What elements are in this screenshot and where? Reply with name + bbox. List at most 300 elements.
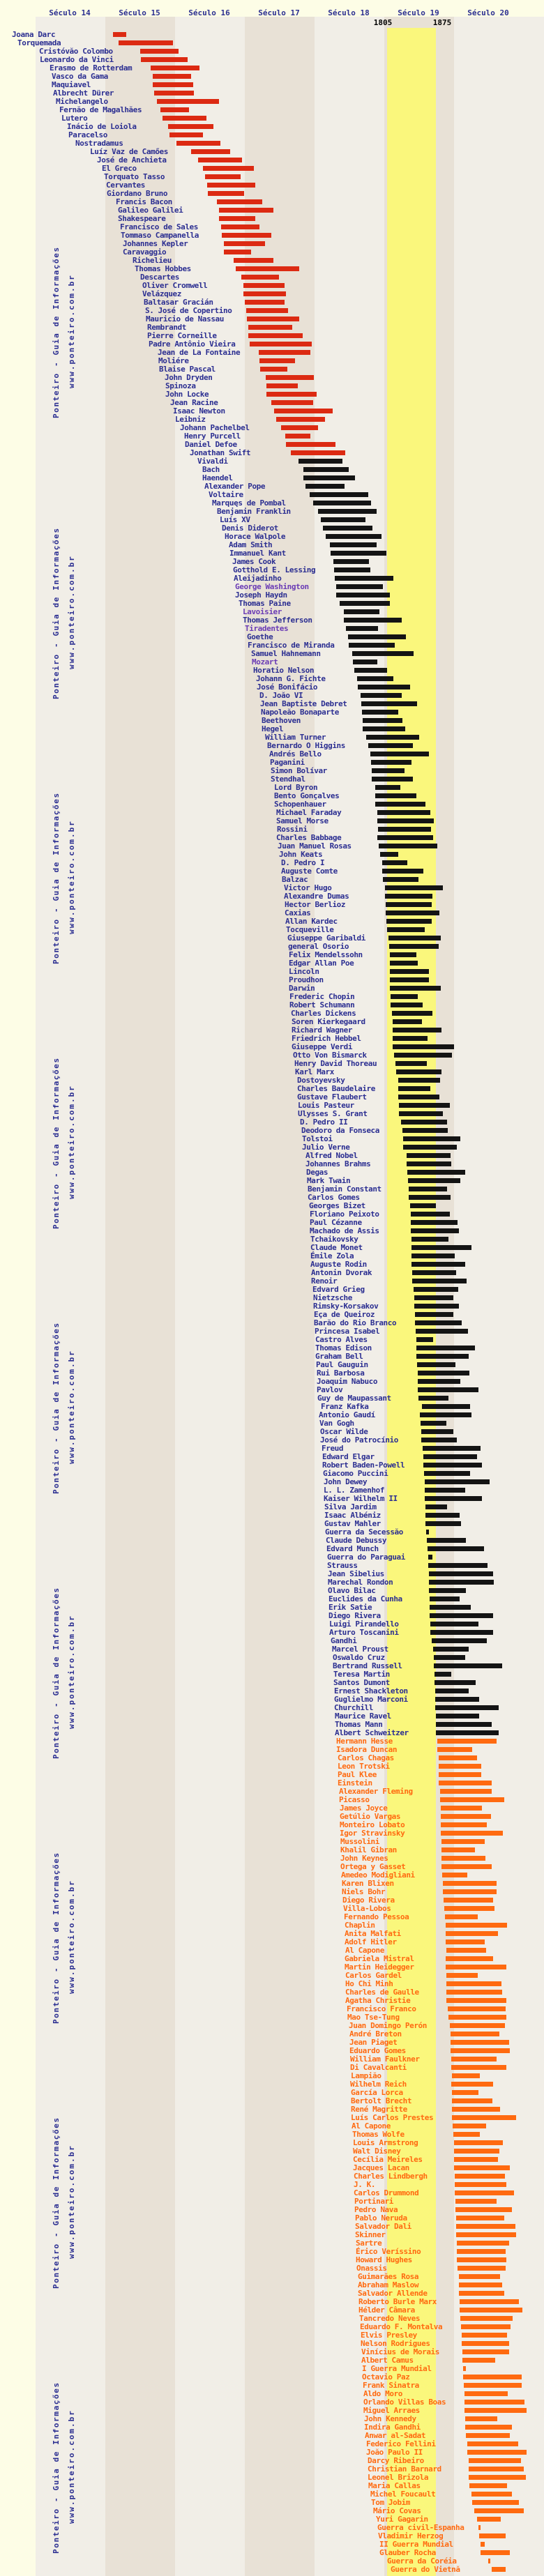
timeline-row-name-label[interactable]: Wilhelm Reich xyxy=(350,2080,407,2089)
timeline-row-name-label[interactable]: Claude Monet xyxy=(310,1243,363,1252)
timeline-row-name-label[interactable]: Moliére xyxy=(158,356,189,365)
timeline-row-name-label[interactable]: Nelson Rodrigues xyxy=(361,2339,430,2348)
timeline-row-name-label[interactable]: René Magritte xyxy=(351,2105,407,2114)
timeline-row-name-label[interactable]: Francis Bacon xyxy=(116,197,172,206)
timeline-row-name-label[interactable]: Tocqueville xyxy=(286,925,334,934)
timeline-row-name-label[interactable]: Edward Elgar xyxy=(322,1452,375,1461)
timeline-row-name-label[interactable]: Lavoisier xyxy=(243,607,282,616)
timeline-row-name-label[interactable]: Alexander Fleming xyxy=(339,1787,413,1796)
timeline-row-name-label[interactable]: Cervantes xyxy=(106,181,146,190)
timeline-row-name-label[interactable]: Renoir xyxy=(311,1276,338,1286)
timeline-row-name-label[interactable]: Tommaso Campanella xyxy=(121,231,199,240)
timeline-row-name-label[interactable]: Chaplin xyxy=(345,1921,375,1930)
timeline-row-name-label[interactable]: Paul Gauguin xyxy=(316,1360,368,1369)
timeline-row-name-label[interactable]: general Osorio xyxy=(288,942,349,951)
timeline-row-name-label[interactable]: Abraham Maslow xyxy=(358,2280,419,2289)
timeline-row-name-label[interactable]: Euclides da Cunha xyxy=(328,1594,402,1603)
timeline-row-name-label[interactable]: Marechal Rondon xyxy=(328,1578,393,1587)
timeline-row-name-label[interactable]: Hermann Hesse xyxy=(336,1737,393,1746)
timeline-row-name-label[interactable]: Charles Dickens xyxy=(291,1009,356,1018)
timeline-row-name-label[interactable]: Rimsky-Korsakov xyxy=(313,1302,379,1311)
timeline-row-name-label[interactable]: Voltaire xyxy=(209,490,243,499)
timeline-row-name-label[interactable]: Edvard Munch xyxy=(326,1544,379,1553)
timeline-row-name-label[interactable]: Velázquez xyxy=(142,289,182,298)
timeline-row-name-label[interactable]: Degas xyxy=(306,1168,328,1177)
timeline-row-name-label[interactable]: Victor Hugo xyxy=(284,883,332,892)
timeline-row-name-label[interactable]: Auguste Comte xyxy=(281,867,338,876)
timeline-row-name-label[interactable]: Glauber Rocha xyxy=(379,2548,436,2557)
timeline-row-name-label[interactable]: Thomas Edison xyxy=(315,1343,372,1352)
timeline-row-name-label[interactable]: Simon Bolívar xyxy=(271,766,327,775)
timeline-row-name-label[interactable]: D. Joăo VI xyxy=(259,691,303,700)
timeline-row-name-label[interactable]: Émile Zola xyxy=(310,1251,354,1260)
timeline-row-name-label[interactable]: Deodoro da Fonseca xyxy=(301,1126,380,1135)
timeline-row-name-label[interactable]: Tolstoi xyxy=(302,1134,333,1143)
timeline-row-name-label[interactable]: Khalil Gibran xyxy=(340,1845,397,1854)
timeline-row-name-label[interactable]: Mauricio de Nassau xyxy=(146,314,225,323)
timeline-row-name-label[interactable]: Rui Barbosa xyxy=(317,1369,365,1378)
timeline-row-name-label[interactable]: Jean Baptiste Debret xyxy=(260,699,347,708)
timeline-row-name-label[interactable]: Beethoven xyxy=(262,716,301,725)
timeline-row-name-label[interactable]: Michel Foucault xyxy=(370,2490,436,2499)
timeline-row-name-label[interactable]: Oswaldo Cruz xyxy=(333,1653,385,1662)
timeline-row-name-label[interactable]: Stendhal xyxy=(271,775,305,784)
timeline-row-name-label[interactable]: Niels Bohr xyxy=(342,1887,386,1896)
timeline-row-name-label[interactable]: Eduardo Gomes xyxy=(349,2046,406,2055)
timeline-row-name-label[interactable]: Sartre xyxy=(356,2239,382,2248)
timeline-row-name-label[interactable]: Darcy Ribeiro xyxy=(368,2456,424,2465)
timeline-row-name-label[interactable]: D. Pedro I xyxy=(281,858,325,867)
timeline-row-name-label[interactable]: Michelangelo xyxy=(56,97,108,106)
timeline-row-name-label[interactable]: Louis Armstrong xyxy=(353,2138,418,2147)
timeline-row-name-label[interactable]: Dostoyevsky xyxy=(297,1076,345,1085)
timeline-row-name-label[interactable]: Ho Chi Minh xyxy=(345,1979,393,1988)
timeline-row-name-label[interactable]: Van Gogh xyxy=(319,1419,354,1428)
timeline-row-name-label[interactable]: Guerra da Secessăo xyxy=(325,1527,404,1537)
timeline-row-name-label[interactable]: Strauss xyxy=(327,1561,358,1570)
timeline-row-name-label[interactable]: Graham Bell xyxy=(315,1352,363,1361)
timeline-row-name-label[interactable]: Freud xyxy=(322,1444,344,1453)
timeline-row-name-label[interactable]: Robert Baden-Powell xyxy=(322,1461,405,1470)
timeline-row-name-label[interactable]: Guerra do Paraguai xyxy=(327,1553,406,1562)
timeline-row-name-label[interactable]: Olavo Bilac xyxy=(328,1586,376,1595)
timeline-row-name-label[interactable]: Floriano Peixoto xyxy=(310,1210,379,1219)
timeline-row-name-label[interactable]: Franz Kafka xyxy=(321,1402,369,1411)
timeline-row-name-label[interactable]: Bertrand Russell xyxy=(333,1661,402,1670)
timeline-row-name-label[interactable]: Nostradamus xyxy=(75,139,123,148)
timeline-row-name-label[interactable]: Inácio de Loiola xyxy=(67,122,137,131)
timeline-row-name-label[interactable]: Tom Jobim xyxy=(371,2498,411,2507)
timeline-row-name-label[interactable]: Henry Purcell xyxy=(184,432,241,441)
timeline-row-name-label[interactable]: Bertolt Brecht xyxy=(351,2096,412,2105)
timeline-row-name-label[interactable]: Guerra da Coréia xyxy=(387,2556,457,2566)
timeline-row-name-label[interactable]: Lincoln xyxy=(289,967,319,976)
timeline-row-name-label[interactable]: Hector Berlioz xyxy=(285,900,346,909)
timeline-row-name-label[interactable]: Carlos Chagas xyxy=(338,1753,394,1762)
timeline-row-name-label[interactable]: Lutero xyxy=(61,114,88,123)
timeline-row-name-label[interactable]: García Lorca xyxy=(351,2088,403,2097)
timeline-row-name-label[interactable]: Villa-Lobos xyxy=(343,1904,391,1913)
timeline-row-name-label[interactable]: Karl Marx xyxy=(295,1067,335,1076)
timeline-row-name-label[interactable]: Vinícius de Morais xyxy=(361,2347,440,2356)
timeline-row-name-label[interactable]: Vivaldi xyxy=(197,457,228,466)
timeline-row-name-label[interactable]: Monteiro Lobato xyxy=(340,1820,405,1829)
timeline-row-name-label[interactable]: Robert Schumann xyxy=(289,1000,355,1009)
timeline-row-name-label[interactable]: Caravaggio xyxy=(123,247,167,257)
timeline-row-name-label[interactable]: Isadora Duncan xyxy=(336,1745,398,1754)
timeline-row-name-label[interactable]: Galileo Galilei xyxy=(118,206,183,215)
timeline-row-name-label[interactable]: Thomas Mann xyxy=(335,1720,383,1729)
timeline-row-name-label[interactable]: John Keynes xyxy=(340,1854,388,1863)
timeline-row-name-label[interactable]: Mao Tse-Tung xyxy=(347,2013,400,2022)
timeline-row-name-label[interactable]: Torquemada xyxy=(17,38,61,47)
timeline-row-name-label[interactable]: Paracelso xyxy=(68,130,108,139)
timeline-row-name-label[interactable]: Hegel xyxy=(262,724,284,733)
timeline-row-name-label[interactable]: James Joyce xyxy=(340,1804,388,1813)
timeline-row-name-label[interactable]: Howard Hughes xyxy=(356,2255,412,2264)
timeline-row-name-label[interactable]: Joseph Haydn xyxy=(235,590,287,600)
timeline-row-name-label[interactable]: Vasco da Gama xyxy=(52,72,108,81)
timeline-row-name-label[interactable]: Maria Callas xyxy=(368,2481,421,2490)
timeline-row-name-label[interactable]: Benjamin Constant xyxy=(308,1184,381,1194)
timeline-row-name-label[interactable]: Georges Bizet xyxy=(309,1201,365,1210)
timeline-row-name-label[interactable]: Eça de Queiroz xyxy=(314,1310,375,1319)
timeline-row-name-label[interactable]: Octavio Paz xyxy=(362,2372,410,2381)
timeline-row-name-label[interactable]: Darwin xyxy=(289,984,315,993)
timeline-row-name-label[interactable]: Albert Schweitzer xyxy=(335,1728,409,1737)
timeline-row-name-label[interactable]: Bernardo O Higgins xyxy=(267,741,346,750)
timeline-row-name-label[interactable]: Erasmo de Rotterdam xyxy=(50,63,133,73)
timeline-row-name-label[interactable]: El Greco xyxy=(102,164,137,173)
timeline-row-name-label[interactable]: Frederic Chopin xyxy=(289,992,355,1001)
timeline-row-name-label[interactable]: Ulysses S. Grant xyxy=(298,1109,368,1118)
timeline-row-name-label[interactable]: Gustave Flaubert xyxy=(297,1092,367,1102)
timeline-row-name-label[interactable]: Caxias xyxy=(285,908,311,917)
timeline-row-name-label[interactable]: Richard Wagner xyxy=(292,1026,353,1035)
timeline-row-name-label[interactable]: Mário Covas xyxy=(373,2506,421,2515)
timeline-row-name-label[interactable]: Felix Mendelssohn xyxy=(289,950,363,959)
timeline-row-name-label[interactable]: Spinoza xyxy=(165,381,196,390)
timeline-row-name-label[interactable]: Leibniz xyxy=(175,415,206,424)
timeline-row-name-label[interactable]: Leonel Brizola xyxy=(368,2473,429,2482)
timeline-row-name-label[interactable]: Claude Debussy xyxy=(326,1536,387,1545)
timeline-row-name-label[interactable]: Shakespeare xyxy=(118,214,166,223)
timeline-row-name-label[interactable]: Charles Lindbergh xyxy=(354,2172,428,2181)
timeline-row-name-label[interactable]: Machado de Assis xyxy=(310,1226,379,1235)
timeline-row-name-label[interactable]: Karen Blixen xyxy=(342,1879,394,1888)
timeline-row-name-label[interactable]: Jean Sibelius xyxy=(328,1569,384,1578)
timeline-row-name-label[interactable]: Érico Veríssino xyxy=(356,2247,421,2256)
timeline-row-name-label[interactable]: Rembrandt xyxy=(147,323,187,332)
timeline-row-name-label[interactable]: Roberto Burle Marx xyxy=(358,2297,437,2306)
timeline-row-name-label[interactable]: Thomas Jefferson xyxy=(243,616,312,625)
timeline-row-name-label[interactable]: Einstein xyxy=(338,1778,372,1788)
timeline-row-name-label[interactable]: John Dewey xyxy=(324,1477,368,1486)
timeline-row-name-label[interactable]: Johannes Brahms xyxy=(305,1159,371,1168)
timeline-row-name-label[interactable]: Tancredo Neves xyxy=(359,2314,421,2323)
timeline-row-name-label[interactable]: Horace Walpole xyxy=(225,532,286,541)
timeline-row-name-label[interactable]: Charles Babbage xyxy=(276,833,342,842)
timeline-row-name-label[interactable]: Miguel Arraes xyxy=(363,2406,420,2415)
timeline-row-name-label[interactable]: Jean Piaget xyxy=(349,2038,398,2047)
timeline-row-name-label[interactable]: Maurice Ravel xyxy=(335,1712,391,1721)
timeline-row-name-label[interactable]: John Keats xyxy=(279,850,323,859)
timeline-row-name-label[interactable]: Balzac xyxy=(282,875,308,884)
timeline-row-name-label[interactable]: Indira Gandhi xyxy=(364,2423,421,2432)
timeline-row-name-label[interactable]: Richelieu xyxy=(133,256,172,265)
timeline-row-name-label[interactable]: Gustav Mahler xyxy=(324,1519,381,1528)
timeline-row-name-label[interactable]: Juan Domingo Perón xyxy=(349,2021,428,2030)
timeline-row-name-label[interactable]: Jonathan Swift xyxy=(190,448,251,457)
timeline-row-name-label[interactable]: Hélder Câmara xyxy=(358,2306,415,2315)
timeline-row-name-label[interactable]: Tiradentes xyxy=(245,624,289,633)
timeline-row-name-label[interactable]: Guerra do Vietnă xyxy=(391,2565,460,2574)
timeline-row-name-label[interactable]: Agatha Christie xyxy=(345,1996,411,2005)
timeline-row-name-label[interactable]: Arturo Toscanini xyxy=(329,1628,399,1637)
timeline-row-name-label[interactable]: Giordano Bruno xyxy=(107,189,168,198)
timeline-row-name-label[interactable]: Francisco de Sales xyxy=(120,222,199,231)
timeline-row-name-label[interactable]: Oscar Wilde xyxy=(320,1427,368,1436)
timeline-row-name-label[interactable]: Pavlov xyxy=(317,1385,343,1394)
timeline-row-name-label[interactable]: Ortega y Gasset xyxy=(340,1862,406,1871)
timeline-row-name-label[interactable]: Carlos Gardel xyxy=(345,1971,402,1980)
timeline-row-name-label[interactable]: Descartes xyxy=(140,273,180,282)
timeline-row-name-label[interactable]: Princesa Isabel xyxy=(315,1327,380,1336)
timeline-row-name-label[interactable]: Antonio Gaudí xyxy=(319,1410,375,1419)
timeline-row-name-label[interactable]: Joaquim Nabuco xyxy=(317,1377,378,1386)
timeline-row-name-label[interactable]: Lampiăo xyxy=(351,2071,381,2080)
timeline-row-name-label[interactable]: Friedrich Hebbel xyxy=(292,1034,361,1043)
timeline-row-name-label[interactable]: Immanuel Kant xyxy=(229,549,286,558)
timeline-row-name-label[interactable]: Padre Antônio Vieira xyxy=(149,340,236,349)
timeline-row-name-label[interactable]: Leonardo da Vinci xyxy=(40,55,114,64)
timeline-row-name-label[interactable]: Schopenhauer xyxy=(274,800,326,809)
timeline-row-name-label[interactable]: Christian Barnard xyxy=(368,2464,441,2474)
timeline-row-name-label[interactable]: José de Anchieta xyxy=(97,155,167,165)
timeline-row-name-label[interactable]: Teresa Martin xyxy=(333,1670,390,1679)
timeline-row-name-label[interactable]: Aleijadinho xyxy=(234,574,282,583)
timeline-row-name-label[interactable]: Andrés Bello xyxy=(269,749,322,759)
timeline-row-name-label[interactable]: Albert Camus xyxy=(361,2356,414,2365)
timeline-row-name-label[interactable]: José Bonifácio xyxy=(257,683,318,692)
timeline-row-name-label[interactable]: Skinner xyxy=(355,2230,386,2239)
timeline-row-name-label[interactable]: Luíz Vaz de Camőes xyxy=(90,147,169,156)
timeline-row-name-label[interactable]: Santos Dumont xyxy=(333,1678,390,1687)
timeline-row-name-label[interactable]: Daniel Defoe xyxy=(185,440,237,449)
timeline-row-name-label[interactable]: Thomas Paine xyxy=(239,599,291,608)
timeline-row-name-label[interactable]: Julio Verne xyxy=(302,1143,350,1152)
timeline-row-name-label[interactable]: Cristóvăo Colombo xyxy=(39,47,113,56)
timeline-row-name-label[interactable]: Di Cavalcanti xyxy=(350,2063,407,2072)
timeline-row-name-label[interactable]: Igor Stravinsky xyxy=(340,1829,405,1838)
timeline-row-name-label[interactable]: Carlos Drummond xyxy=(354,2188,419,2197)
timeline-row-name-label[interactable]: Michael Faraday xyxy=(276,808,342,817)
timeline-row-name-label[interactable]: S. José de Copertino xyxy=(145,306,232,315)
timeline-row-name-label[interactable]: Torquato Tasso xyxy=(104,172,165,181)
timeline-row-name-label[interactable]: Marquęs de Pombal xyxy=(212,498,286,508)
timeline-row-name-label[interactable]: Adolf Hitler xyxy=(345,1937,397,1946)
timeline-row-name-label[interactable]: Mussolini xyxy=(340,1837,380,1846)
timeline-row-name-label[interactable]: Cecília Meireles xyxy=(353,2155,423,2164)
timeline-row-name-label[interactable]: Rossini xyxy=(277,825,308,834)
timeline-row-name-label[interactable]: Alexander Pope xyxy=(204,482,266,491)
timeline-row-name-label[interactable]: Napoleăo Bonaparte xyxy=(261,708,340,717)
timeline-row-name-label[interactable]: Portinari xyxy=(354,2197,394,2206)
timeline-row-name-label[interactable]: L. L. Zamenhof xyxy=(324,1486,385,1495)
timeline-row-name-label[interactable]: Joăo Paulo II xyxy=(366,2448,423,2457)
timeline-row-name-label[interactable]: Gandhi xyxy=(331,1636,357,1645)
timeline-row-name-label[interactable]: Johann Pachelbel xyxy=(180,423,250,432)
timeline-row-name-label[interactable]: Guimarăes Rosa xyxy=(358,2272,419,2281)
timeline-row-name-label[interactable]: Lord Byron xyxy=(274,783,318,792)
timeline-row-name-label[interactable]: Johann G. Fichte xyxy=(256,674,326,683)
timeline-row-name-label[interactable]: Samuel Hahnemann xyxy=(251,649,321,658)
timeline-row-name-label[interactable]: William Faulkner xyxy=(350,2055,420,2064)
timeline-row-name-label[interactable]: Castro Alves xyxy=(315,1335,368,1344)
timeline-row-name-label[interactable]: André Breton xyxy=(349,2029,402,2038)
timeline-row-name-label[interactable]: Al Capone xyxy=(352,2121,391,2131)
timeline-row-name-label[interactable]: Francisco Franco xyxy=(347,2004,416,2013)
timeline-row-name-label[interactable]: Blaise Pascal xyxy=(159,365,216,374)
timeline-row-name-label[interactable]: Al Capone xyxy=(345,1946,385,1955)
timeline-row-name-label[interactable]: Tchaikovsky xyxy=(310,1235,358,1244)
timeline-row-name-label[interactable]: Ernest Shackleton xyxy=(334,1686,408,1695)
timeline-row-name-label[interactable]: Albrecht Dürer xyxy=(53,89,114,98)
timeline-row-name-label[interactable]: James Cook xyxy=(232,557,276,566)
timeline-row-name-label[interactable]: Anwar al-Sadat xyxy=(365,2431,426,2440)
timeline-row-name-label[interactable]: John Kennedy xyxy=(364,2414,416,2423)
timeline-row-name-label[interactable]: Erik Satie xyxy=(328,1603,372,1612)
timeline-row-name-label[interactable]: George Washington xyxy=(235,582,309,591)
timeline-row-name-label[interactable]: Kaiser Wilhelm II xyxy=(324,1494,398,1503)
timeline-row-name-label[interactable]: Bach xyxy=(202,465,220,474)
timeline-row-name-label[interactable]: Amedeo Modigliani xyxy=(341,1870,415,1880)
timeline-row-name-label[interactable]: Alexandre Dumas xyxy=(284,892,349,901)
timeline-row-name-label[interactable]: Yuri Gagarin xyxy=(376,2515,428,2524)
timeline-row-name-label[interactable]: Barăo do Rio Branco xyxy=(314,1318,397,1327)
timeline-row-name-label[interactable]: Joana Darc xyxy=(12,30,56,39)
timeline-row-name-label[interactable]: Louis Pasteur xyxy=(298,1101,354,1110)
timeline-row-name-label[interactable]: Otto Von Bismarck xyxy=(293,1051,367,1060)
timeline-row-name-label[interactable]: Benjamin Franklin xyxy=(217,507,291,516)
timeline-row-name-label[interactable]: Juan Manuel Rosas xyxy=(278,841,352,851)
timeline-row-name-label[interactable]: Guerra civil-Espanha xyxy=(377,2523,464,2532)
timeline-row-name-label[interactable]: Henry David Thoreau xyxy=(294,1059,377,1068)
timeline-row-name-label[interactable]: Jean de La Fontaine xyxy=(158,348,241,357)
timeline-row-name-label[interactable]: Eduardo F. Montalva xyxy=(360,2322,443,2331)
timeline-row-name-label[interactable]: D. Pedro II xyxy=(300,1118,348,1127)
timeline-row-name-label[interactable]: Mozart xyxy=(252,657,278,666)
timeline-row-name-label[interactable]: Frank Sinatra xyxy=(363,2381,419,2390)
timeline-row-name-label[interactable]: Maquiavel xyxy=(52,80,91,89)
timeline-row-name-label[interactable]: Charles Baudelaire xyxy=(297,1084,376,1093)
timeline-row-name-label[interactable]: Luigi Pirandello xyxy=(329,1619,399,1629)
timeline-row-name-label[interactable]: Adam Smith xyxy=(229,540,273,549)
timeline-row-name-label[interactable]: J. K. xyxy=(354,2180,376,2189)
timeline-row-name-label[interactable]: Charles de Gaulle xyxy=(345,1988,419,1997)
timeline-row-name-label[interactable]: Elvis Presley xyxy=(361,2331,417,2340)
timeline-row-name-label[interactable]: Haendel xyxy=(202,473,233,482)
timeline-row-name-label[interactable]: Giuseppe Verdi xyxy=(292,1042,353,1051)
timeline-row-name-label[interactable]: Thomas Hobbes xyxy=(135,264,191,273)
timeline-row-name-label[interactable]: Leon Trotski xyxy=(338,1762,390,1771)
timeline-row-name-label[interactable]: Guglielmo Marconi xyxy=(334,1695,408,1704)
timeline-row-name-label[interactable]: Alfred Nobel xyxy=(305,1151,358,1160)
timeline-row-name-label[interactable]: Salvador Allende xyxy=(358,2289,428,2298)
timeline-row-name-label[interactable]: Gotthold E. Lessing xyxy=(233,565,316,574)
timeline-row-name-label[interactable]: Fernăo de Magalhăes xyxy=(59,105,142,114)
timeline-row-name-label[interactable]: Giuseppe Garibaldi xyxy=(287,933,366,943)
timeline-row-name-label[interactable]: Picasso xyxy=(339,1795,370,1804)
timeline-row-name-label[interactable]: Bento Gonçalves xyxy=(274,791,340,800)
timeline-row-name-label[interactable]: Allan Kardec xyxy=(285,917,338,926)
timeline-row-name-label[interactable]: Orlando Villas Boas xyxy=(363,2398,446,2407)
timeline-row-name-label[interactable]: Jean Racine xyxy=(170,398,218,407)
timeline-row-name-label[interactable]: Marcel Proust xyxy=(332,1645,388,1654)
timeline-row-name-label[interactable]: Carlos Gomes xyxy=(308,1193,360,1202)
timeline-row-name-label[interactable]: Isaac Albéniz xyxy=(324,1511,381,1520)
timeline-row-name-label[interactable]: Soren Kierkegaard xyxy=(292,1017,365,1026)
timeline-row-name-label[interactable]: Paul Cézanne xyxy=(310,1218,362,1227)
timeline-row-name-label[interactable]: Diego Rivera xyxy=(328,1611,381,1620)
timeline-row-name-label[interactable]: II Guerra Mundial xyxy=(379,2540,453,2549)
timeline-row-name-label[interactable]: Baltasar Gracián xyxy=(144,298,213,307)
timeline-row-name-label[interactable]: Paganini xyxy=(270,758,305,767)
timeline-row-name-label[interactable]: Proudhon xyxy=(289,975,324,984)
timeline-row-name-label[interactable]: Denis Diderot xyxy=(222,524,278,533)
timeline-row-name-label[interactable]: Anita Malfati xyxy=(345,1929,401,1938)
timeline-row-name-label[interactable]: Walt Disney xyxy=(353,2147,401,2156)
timeline-row-name-label[interactable]: Diego Rivera xyxy=(342,1896,395,1905)
timeline-row-name-label[interactable]: Nietzsche xyxy=(313,1293,353,1302)
timeline-row-name-label[interactable]: Pedro Nava xyxy=(354,2205,398,2214)
timeline-row-name-label[interactable]: Pablo Neruda xyxy=(355,2213,407,2223)
timeline-row-name-label[interactable]: Vladimir Herzog xyxy=(378,2531,444,2540)
timeline-row-name-label[interactable]: Edgar Allan Poe xyxy=(289,959,354,968)
timeline-row-name-label[interactable]: William Turner xyxy=(265,733,326,742)
timeline-row-name-label[interactable]: Horatio Nelson xyxy=(253,666,315,675)
timeline-row-name-label[interactable]: Guy de Maupassant xyxy=(317,1394,391,1403)
timeline-row-name-label[interactable]: José do Patrocínio xyxy=(320,1435,399,1445)
timeline-row-name-label[interactable]: Edvard Grieg xyxy=(312,1285,365,1294)
timeline-row-name-label[interactable]: Giacomo Puccini xyxy=(323,1469,388,1478)
timeline-row-name-label[interactable]: Luís XV xyxy=(220,515,250,524)
timeline-row-name-label[interactable]: Federico Fellini xyxy=(366,2439,436,2448)
timeline-row-name-label[interactable]: Pierre Corneille xyxy=(147,331,217,340)
timeline-row-name-label[interactable]: I Guerra Mundial xyxy=(362,2364,432,2373)
timeline-row-name-label[interactable]: Samuel Morse xyxy=(276,816,328,825)
timeline-row-name-label[interactable]: Mark Twain xyxy=(307,1176,351,1185)
timeline-row-name-label[interactable]: Francisco de Miranda xyxy=(248,641,335,650)
timeline-row-name-label[interactable]: Salvador Dali xyxy=(355,2222,411,2231)
timeline-row-name-label[interactable]: Onassis xyxy=(356,2264,387,2273)
timeline-row-name-label[interactable]: Silva Jardim xyxy=(324,1502,377,1511)
timeline-row-name-label[interactable]: Thomas Wolfe xyxy=(352,2130,405,2139)
timeline-row-name-label[interactable]: Fernando Pessoa xyxy=(344,1912,409,1921)
timeline-row-name-label[interactable]: Luís Carlos Prestes xyxy=(351,2113,434,2122)
timeline-row-name-label[interactable]: Paul Klee xyxy=(338,1770,377,1779)
timeline-row-name-label[interactable]: Getúlio Vargas xyxy=(340,1812,401,1821)
timeline-row-name-label[interactable]: Oliver Cromwell xyxy=(142,281,208,290)
timeline-row-name-label[interactable]: Gabriela Mistral xyxy=(345,1954,414,1963)
timeline-row-name-label[interactable]: John Locke xyxy=(165,390,209,399)
timeline-row-name-label[interactable]: Johannes Kepler xyxy=(123,239,188,248)
timeline-row-name-label[interactable]: Churchill xyxy=(334,1703,374,1712)
timeline-row-name-label[interactable]: Antonin Dvorak xyxy=(311,1268,372,1277)
timeline-row-name-label[interactable]: Martin Heidegger xyxy=(345,1963,414,1972)
timeline-row-name-label[interactable]: Aldo Moro xyxy=(363,2389,403,2398)
timeline-row-name-label[interactable]: John Dryden xyxy=(165,373,213,382)
